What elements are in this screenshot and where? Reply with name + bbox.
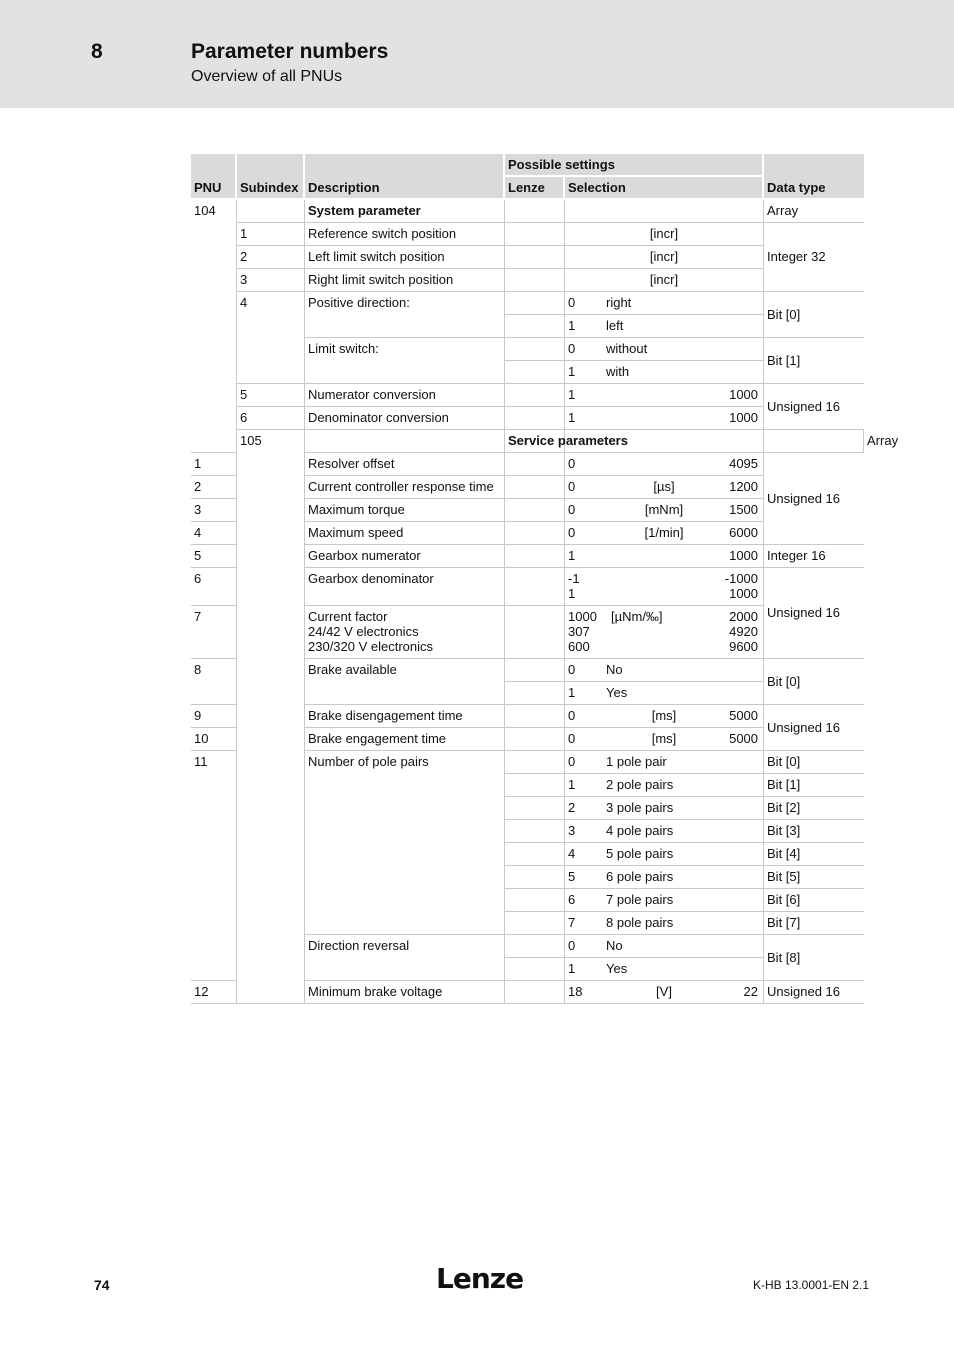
subindex: 10 [191,728,237,751]
table-row: 8 Brake available 0 No Bit [0] [191,659,864,682]
description: Current controller response time [305,476,505,499]
subindex: 6 [191,568,237,606]
table-row: 3 Maximum torque 0 [mNm] 1500 [191,499,864,522]
table-row: 10 Brake engagement time 0 [ms] 5000 [191,728,864,751]
description: Denominator conversion [305,407,505,430]
table-row: 6 7 pole pairs Bit [6] [191,889,864,912]
data-type: Integer 32 [764,223,864,292]
table-row: 2 Current controller response time 0 [µs] 1200 [191,476,864,499]
data-type: Bit [6] [764,889,864,912]
subindex: 7 [191,606,237,659]
subindex: 1 [191,453,237,476]
data-type: Bit [0] [764,751,864,774]
subindex: 8 [191,659,237,705]
description: Numerator conversion [305,384,505,407]
data-type: Bit [1] [764,338,864,384]
table-row: 1 2 pole pairs Bit [1] [191,774,864,797]
description: Limit switch: [305,338,505,384]
subindex: 4 [237,292,305,384]
description: Direction reversal [305,935,505,981]
data-type: Bit [3] [764,820,864,843]
page-title: Parameter numbers [191,40,389,63]
description: Positive direction: [305,292,505,338]
data-type: Bit [5] [764,866,864,889]
subindex: 3 [237,269,305,292]
subindex: 6 [237,407,305,430]
col-selection: Selection [565,177,764,200]
table-row: 4 5 pole pairs Bit [4] [191,843,864,866]
data-type: Unsigned 16 [764,384,864,430]
chapter-number: 8 [91,40,103,63]
table-row: 11 Number of pole pairs 0 1 pole pair Bit [0] [191,751,864,774]
subindex: 2 [237,246,305,269]
description: Gearbox denominator [305,568,505,606]
header-band [0,0,954,108]
table-row [191,269,864,292]
table-row [191,200,864,223]
data-type: Integer 16 [764,545,864,568]
description: Resolver offset [305,453,505,476]
subindex: 2 [191,476,237,499]
data-type: Bit [4] [764,843,864,866]
table-row: 6 Denominator conversion 1 1000 [191,407,864,430]
table-row: 4 Maximum speed 0 [1/min] 6000 [191,522,864,545]
table-row: 5 6 pole pairs Bit [5] [191,866,864,889]
table-row: 1 left [191,315,864,338]
description: Reference switch position [305,223,505,246]
table-row: 1 Resolver offset 0 4095 Unsigned 16 [191,453,864,476]
description: Brake disengagement time [305,705,505,728]
table-row: 6 Gearbox denominator -1 1 -1000 1000 Unsigned 16 [191,568,864,606]
data-type: Unsigned 16 [764,568,864,659]
col-pnu: PNU [191,154,237,200]
subindex: 1 [237,223,305,246]
subindex: 9 [191,705,237,728]
col-description: Description [305,154,505,200]
col-subindex: Subindex [237,154,305,200]
description: Maximum torque [305,499,505,522]
subindex: 11 [191,751,237,981]
table-row: 105 Service parameters Array [191,430,864,453]
table-row: Direction reversal 0 No Bit [8] [191,935,864,958]
description: Brake available [305,659,505,705]
table-row [191,246,864,269]
data-type: Bit [7] [764,912,864,935]
table-row: Limit switch: 0 without Bit [1] [191,338,864,361]
data-type: Bit [2] [764,797,864,820]
pnu-cell: 105 [237,430,305,1004]
subindex: 5 [191,545,237,568]
table-row: 1 Yes [191,958,864,981]
description: Maximum speed [305,522,505,545]
unit: [incr] [649,226,679,241]
page-subtitle: Overview of all PNUs [191,68,343,85]
data-type: Bit [0] [764,659,864,705]
table-row: 7 8 pole pairs Bit [7] [191,912,864,935]
table-row: 2 3 pole pairs Bit [2] [191,797,864,820]
document-id: K-HB 13.0001-EN 2.1 [753,1278,870,1292]
unit: [incr] [649,272,679,287]
description: Number of pole pairs [305,751,505,935]
subindex: 3 [191,499,237,522]
subindex: 4 [191,522,237,545]
description: Current factor 24/42 V electronics 230/320 V electronics [305,606,505,659]
description: Minimum brake voltage [305,981,505,1004]
table-row: 5 Numerator conversion 1 1000 Unsigned 16 [191,384,864,407]
col-possible-settings: Possible settings [505,154,764,177]
col-data-type: Data type [764,154,864,200]
table-row: 1 with [191,361,864,384]
data-type: Unsigned 16 [764,705,864,751]
table-row [191,223,864,246]
group-title: System parameter [305,200,505,223]
unit: [incr] [649,249,679,264]
description: Left limit switch position [305,246,505,269]
table-row: 3 4 pole pairs Bit [3] [191,820,864,843]
table-row: 1 Yes [191,682,864,705]
lenze-logo: Lenze [436,1262,524,1295]
table-row: 5 Gearbox numerator 1 1000 Integer 16 [191,545,864,568]
subindex: 12 [191,981,237,1004]
description: Gearbox numerator [305,545,505,568]
page-number: 74 [94,1277,110,1293]
table-row: 12 Minimum brake voltage 18 [V] 22 Unsigned 16 [191,981,864,1004]
parameter-table [191,154,899,1004]
col-lenze: Lenze [505,177,565,200]
pnu-cell: 104 [191,200,237,453]
data-type: Unsigned 16 [764,981,864,1004]
data-type: Bit [1] [764,774,864,797]
data-type: Unsigned 16 [764,453,864,545]
description: Right limit switch position [305,269,505,292]
table-row: 4 Positive direction: 0 right Bit [0] [191,292,864,315]
description: Brake engagement time [305,728,505,751]
subindex: 5 [237,384,305,407]
data-type: Bit [0] [764,292,864,338]
table-row: 7 Current factor 24/42 V electronics 230/320 V electronics 1000 307 600 [µNm/‰] 2000 4920 9600 [191,606,864,659]
group-title: Service parameters [505,430,565,453]
table-row: 9 Brake disengagement time 0 [ms] 5000 Unsigned 16 [191,705,864,728]
data-type: Array [764,200,864,223]
data-type: Bit [8] [764,935,864,981]
